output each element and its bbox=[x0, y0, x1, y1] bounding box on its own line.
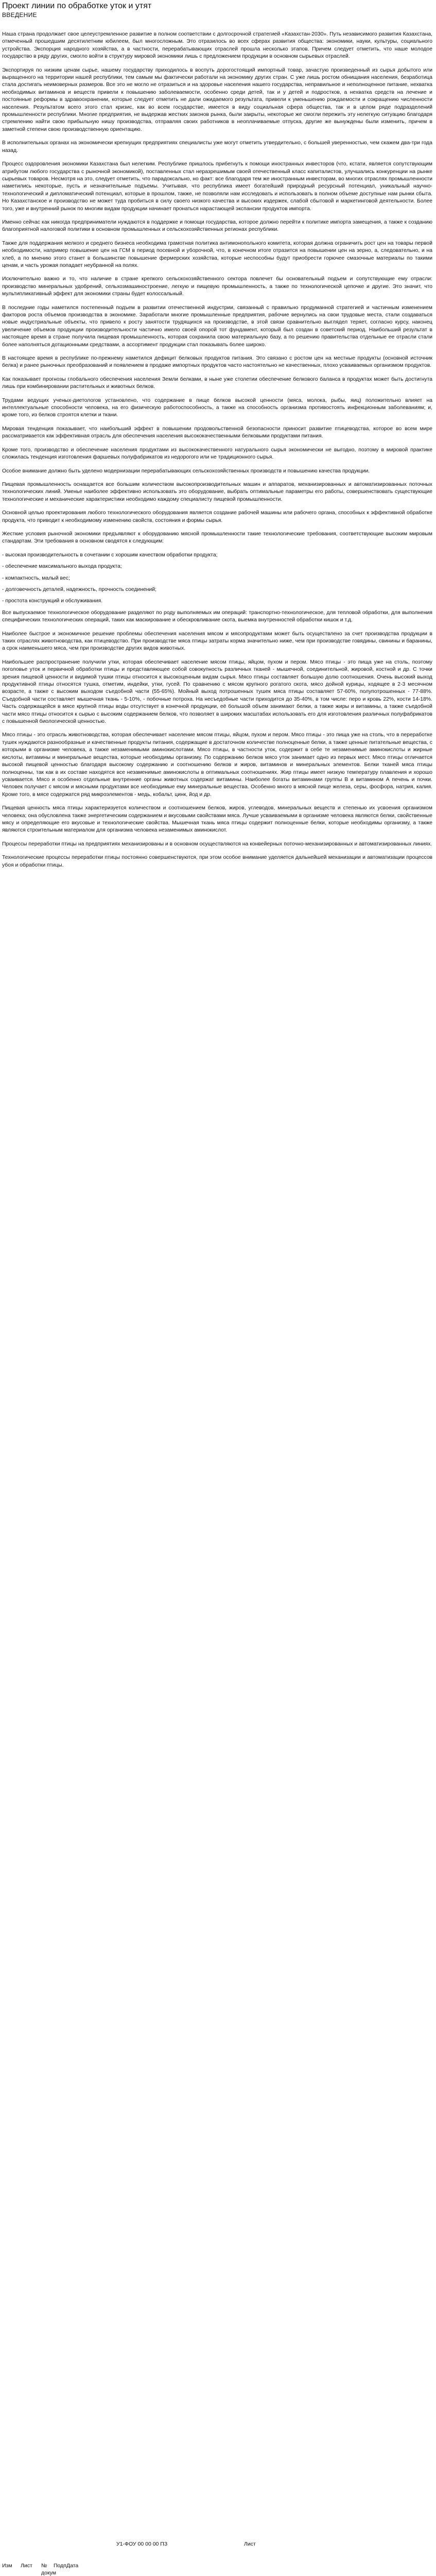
paragraph: Мясо птицы - это отрасль животноводства, которая обеспечивает население мясом птицы, яйцом, пухом и пером. Мясо птицы - это пища уже на столь, что в переработке тушек нуждаются разнообразные и качественные продукты питания, содержащие в достаточном количестве полноценные белки, а также ценные питательные вещества, с которыми в организме человека, а также незаменимыми аминокислотами. Мясо птицы, в частности уток, содержит в себе те незаменимые аминокислоты и жирные кислоты, витамины и минеральные вещества, которые необходимы организму. По содержанию белков мясо уток занимает одно из первых мест. Мясо птицы отличается высокой пищевой ценностью благодаря высокому содержанию и соотношению белков и жиров, витаминов и минеральных элементов. Белки тканей мяса птицы полноценны, так как в их составе находятся все незаменимые аминокислоты в оптимальных соотношениях. Жир птицы имеет низкую температуру плавления и хорошо усваивается. Мясо и особенно отдельные внутренние органы животных содержат витамины. Наиболее богаты витаминами группы В и витамином А печень и почки. Человек получает с мясом и мясными продуктами все необходимые ему минеральные вещества. Особенно много в мясной пище железа, серы, фосфора, натрия, калия. Кроме того, в мясе содержатся ряд микроэлементов - медь, кобальт, цинк, йод и др. bbox=[2, 732, 432, 798]
paragraph: Основной целью проектирования любого технологического оборудования является создание рабочей машины или рабочего органа, способных к эффективной обработке продукта, что приводит к необходимому изменению свойств, состояния и формы сырья. bbox=[2, 510, 432, 523]
paragraph: В исполнительных органах на экономически крепнущих предприятиях специалисты уже могут отметить утвердительно, с большей уверенностью, чем скажем два-три года назад. bbox=[2, 140, 432, 154]
paragraph: - компактность, малый вес; bbox=[2, 575, 70, 581]
paragraph: Исключительно важно и то, что наличие в стране крепкого сельскохозяйственного сектора повлечет бы основательный подъем и сопутствующие ему отрасли: производство минеральных удобрений, сельхозмашиностроение, легкую и пищевую промышленность, а также по технологической цепочке и другие. Это значит, что мультипликативный эффект для экономики страны будет колоссальный. bbox=[2, 276, 432, 297]
paragraph: Наиболее быстрое и экономичное решение проблемы обеспечения населения мясом и мясопродуктами может быть осуществлено за счет производства продукции в таких отраслях животноводства, как птицеводство. При производстве мяса птицы затраты корма значительно ниже, чем при производстве говядины, свинины и баранины, а срок наименьшего мяса, чем при производстве других видов животных. bbox=[2, 631, 432, 652]
paragraph: - простота конструкций и обслуживания. bbox=[2, 598, 103, 604]
paragraph: Пищевая ценность мяса птицы характеризуется количеством и соотношением белков, жиров, углеводов, минеральных веществ и степенью их усвоения организмом человека; она обусловлена также энергетическим содержанием и вкусовыми свойствами мяса. Лучше усваиваемыми в организме человека являются белки, свойственные мясу и определяющие его вкусовые и технологические свойства. Мышечная ткань мяса птицы содержит полноценные белки, которые необходимы организму, а также являются строительным материалом для организма человека незаменимых аминокислот. bbox=[2, 805, 432, 834]
paragraph: - долговечность деталей, надежность, прочность соединений; bbox=[2, 586, 156, 592]
col-podp-data: ПодпДата bbox=[54, 2563, 79, 2569]
paragraph: Трудами ведущих ученых-диетологов установлено, что содержание в пище белков высокой ценности (мяса, молока, рыбы, яиц) положительно влияет на интеллектуальные способности человека, на его физическую работоспособность, а также на способность организма противостоять инфекционным заболеваниям; и, кроме того, из белков строятся клетки и ткани. bbox=[2, 397, 432, 418]
document-code: У1-ФОУ 00 00 00 ПЗ bbox=[116, 2541, 168, 2547]
paragraph: Наибольшее распространение получили утки, которая обеспечивает население мясом птицы, яйцом, пухом и пером. Мясо птицы - это пища уже на столь, поэтому поголовье уток и первичной обработки птицы и представляющее собой совокупность различных тканей - мышечной, соединительной, жировой, костной и др. С точки зрения пищевой ценности и видимой тушки птицы относится к высокоценным видам сырья. Мясо птицы составляет большую долю соотношения. Очень высокий выход продуктивной птицы относятся тушка, отметим, индейки, утки, гусей. По сравнению с мясом крупного рогатого скота, мясо дойной курицы, ходящее в 2-3 месячном возрасте, а также с высоким выходом съедобной части (55-65%). Мойный выход потрошенных тушек мяса птицы составляет 57-60%, полупотрошенных - 77-88%. Съедобной части составляет мышечная ткань - 5-10%, - побочные потроха. На несъедобные части приходится до 35-40%, в том числе: перо и кровь 22%, кости 14-18%. Часть содержащейся в мясе крупной птицы воды отсутствует в конечной продукции, её большой объем занимают белки, а также жиры и витамины, а также съедобной части мясо птицы относится к сырью с высоким содержанием белков, что позволяет в широких масштабах использовать его для изготовления различных полуфабрикатов с повышенной биологической ценностью. bbox=[2, 659, 432, 725]
col-num: № bbox=[41, 2563, 47, 2569]
document-title: Проект линии по обработке уток и утят bbox=[2, 2, 152, 10]
section-heading: ВВЕДЕНИЕ bbox=[2, 11, 37, 19]
paragraph: - высокая производительность в сочетании с хорошим качеством обработки продукта; bbox=[2, 552, 218, 558]
paragraph: Экспортируя по низким ценам сырье, нашему государству приходилось в воспуть дорогостоящий импортный товар, зачастую произведенный из сырья добытого или выращенного на территории нашей республики, тем самым мы фактически работали на экономику других стран. С уже лишь ростом обнищания населения, безработица стала достигать неимоверных размеров. Все это не могло не отразиться и на здоровье населения нашего государства, неправильное и неполноценное питание, нехватка необходимых витаминов и веществ привели к повышению заболеваемости, особенно среди детей, так и у детей и подростков, а нехватка средств на лечение и постоянные реформы в здравоохранении, которые следует отметить не дали ожидаемого результата, привели к уменьшению рождаемости и сокращению численности населения. Результатом всего этого стал кризис, как во всем государстве, имеется в виду социальная сфера общества, так и в целом ряде подразделений промышленности республики. Многие предприятия, не выдержав жестких законов рынка, были закрыты, некоторые же смогли пережить эту нелегкую ситуацию благодаря стремлению найти свою прибыльную нишу производства, отправляя своих работников в неоплачиваемые отпуска, другие же вынуждены были изменить, причем в заметной степени свою производственную ориентацию. bbox=[2, 67, 432, 132]
col-doc: докум bbox=[41, 2570, 57, 2576]
paragraph: В последние годы наметился постепенный подъем в развитии отечественной индустрии, связанный с правильно продуманной стратегией и частичным изменением факторов роста объемов производства в экономике. Заработали многие промышленные предприятия, рабочие вернулись на свои трудовые места, стали создаваться новые индустриальные объекты, что привело к росту занятости трудящихся на производстве, в этой связи сравнительно выглядел теряет, согласно курсу, наконец увеличение объемов продукции производительности частично имело своей опорой тот фундамент, который был создан в советский период. Наибольший результат в настоящее время в стране получила пищевая промышленность, которая сохранила свою материальную базу, а по решению правительства отдельные ее отрасли стали более наполняться дотационными средствами, а ассортимент продукции стал показывать более широко. bbox=[2, 304, 432, 348]
paragraph: В настоящее время в республике по-прежнему наметился дефицит белковых продуктов питания. Это связано с ростом цен на местные продукты (основной источник белка) и ранее рыночных преобразований и появлением в продаже импортных продуктов часто настоятельно не качественных, плохо усваиваемых организмом продуктов. bbox=[2, 355, 432, 369]
sheet-label: Лист bbox=[244, 2541, 256, 2547]
paragraph: Наша страна продолжает свое целеустремленное развитие в полном соответствии с долгосрочной стратегией «Казахстан-2030». Путь независимого развития Казахстана, отмеченный прошедшим десятилетним юбилеем, был многосложным. Это отразилось во всех сферах развития общества: экономики, науки, культуры, социального устройства. Экспорция народного хозяйства, а в частности, перерабатывающих отраслей прошла несколько этапов. Причем следует отметить, что наше молодое государство в ряду других, смогло войти в структуру мировой экономики лишь с предложением продукции в основном сырьевых отраслей. bbox=[2, 31, 432, 60]
paragraph: Жесткие условия рыночной экономики предъявляют к оборудованию мясной промышленности такие технологические требования, соответствующие высоким мировым стандартам. Эти требования в основном сводятся к следующим: bbox=[2, 531, 432, 545]
col-izm: Изм bbox=[2, 2563, 12, 2569]
paragraph: Технологические процессы переработки птицы постоянно совершенствуются, при этом особое внимание уделяется дальнейшей механизации и автоматизации процессов убоя и обработки птицы. bbox=[2, 855, 432, 868]
paragraph: Пищевая промышленность оснащается все большим количеством высокопроизводительных машин и аппаратов, механизированных и автоматизированных поточных технологических линий. Уменье наиболее эффективно использовать это оборудование, выбрать оптимальные параметры его работы, совершенствовать существующие технологические и механические характеристики необходимо каждому специалисту пищевой промышленности. bbox=[2, 481, 432, 502]
paragraph: Как показывает прогнозы глобального обеспечения населения Земли белками, в ныне уже столетии обеспечение белкового баланса в продуктах может быть достигнута лишь при комбинировании растительных и животных белков. bbox=[2, 376, 432, 390]
paragraph: Все выпускаемое технологическое оборудование разделяют по роду выполняемых им операций: транспортно-технологическое, для тепловой обработки, для выполнения специфических технологических операций, таких как маскирование и обескровливание скота, выемка внутренностей обработки кишок и т.д. bbox=[2, 609, 432, 623]
paragraph: Процесс оздоровления экономики Казахстана был нелегким. Республике пришлось прибегнуть к помощи иностранных инвесторов (что, кстати, является сопутствующим атрибутом любого государства с рыночной экономикой), поставленных стал неразрешимым своей отечественный класс капиталистов, улучшались конкуренции на рынке сырьевых товаров. Несмотря на это, следует отметить, что парадоксально, но факт: все благодаря тем же иностранным инвесторам, во многих отраслях промышленности наметились некоторые, пусть и незначительные подъемы. Учитывая, что республика имеет богатейший природный ресурсный потенциал, уникальный научно-технологический и дипломатический потенциал, которые в прошлом, также, не позволяли нам исследовать и использовать в полном объеме доступные нам рынки сбыта. Но Казахстанское и производство не может туда пробиться в силу своего низкого качества и высоких издержек, слабой сбытовой и маркетинговой деятельности. Более того, уже и внутренний рынок по многим видам продукции начинает пронаться нарастающей экспансии продуктов импорта. bbox=[2, 161, 432, 212]
paragraph: Также для поддержания мелкого и среднего бизнеса необходима грамотная политика антимонопольного комитета, которая должна ограничить рост цен на товары первой необходимости, например повышение цен на ГСМ в период посевной и уборочной, что, в конечном итоге отразится на повышении цен на зерно, а, следовательно, и на хлеб, а по мнению этого станет в большинстве повышение фермерских хозяйства, которые неспособны будут приобрести горючее смазочные материалы по такими ценам, и часть урожая попадает неубранной на полях. bbox=[2, 240, 432, 268]
col-list: Лист bbox=[21, 2563, 32, 2569]
paragraph: Особое внимание должно быть уделено модернизации перерабатывающих сельскохозяйственных производств и повышению качества продукции. bbox=[2, 468, 370, 474]
title-block-sheet bbox=[2, 2540, 432, 2576]
paragraph: Мировая тенденция показывает, что наибольший эффект в повышении продовольственной безопасности приносит развитие птицеводства, которое во всем мире рассматривается как эффективная отрасль для обеспечения населения высококачественными белковыми продуктами питания. bbox=[2, 426, 432, 439]
document-body bbox=[2, 31, 432, 875]
paragraph: - обеспечение максимального выхода продукта; bbox=[2, 564, 122, 570]
paragraph: Именно сейчас как никогда предприниматели нуждаются в поддержке и помощи государства, которое должно перейти к политике импорта замещения, а также к созданию благоприятной налоговой политики в основном промышленных и сельскохозяйственных регионах республики. bbox=[2, 219, 432, 233]
paragraph: Процессы переработки птицы на предприятиях механизированы и в основном осуществляются на конвейерных поточно-механизированных и автоматизированных линиях. bbox=[2, 841, 432, 847]
paragraph: Кроме того, производство и обеспечение населения продуктами из высококачественного натурального сырья экономически не выгодно, поэтому в мировой практике сложилась тенденция изготовления фаршевых полуфабрикатов из недорогого или не традиционного сырья. bbox=[2, 447, 432, 461]
